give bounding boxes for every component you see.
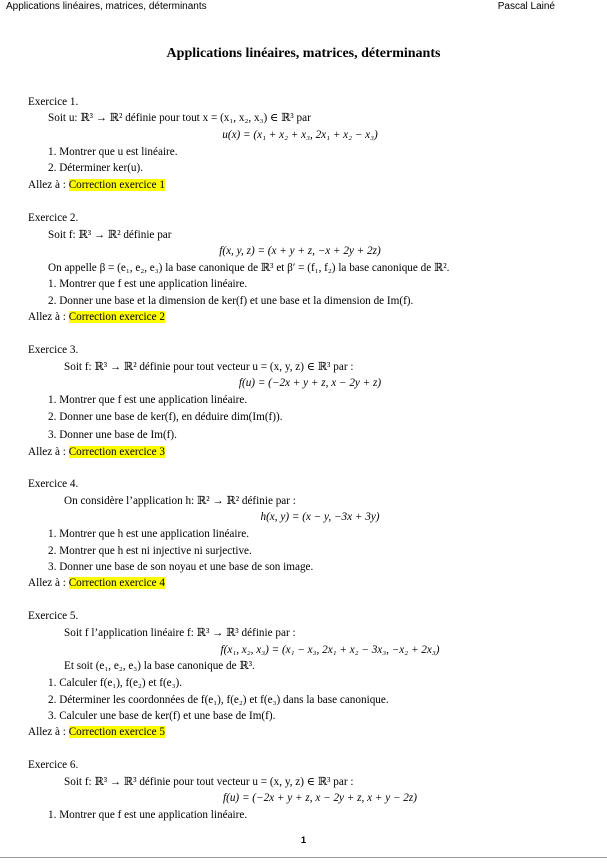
correction-link-1[interactable]: Correction exercice 1	[68, 179, 165, 191]
page-header	[0, 0, 607, 16]
exercise-3-question-2: 2. Donner une base de ker(f), en déduire dim(Im(f)).	[48, 411, 283, 423]
exercise-3-question-1: 1. Montrer que f est une application linéaire.	[48, 394, 248, 406]
correction-link-4[interactable]: Correction exercice 4	[68, 577, 165, 589]
exercise-4-question-1: 1. Montrer que h est une application linéaire.	[48, 528, 249, 540]
exercise-5-heading: Exercice 5.	[28, 610, 79, 622]
goto-label: Allez à :	[28, 179, 69, 191]
exercise-4-question-3: 3. Donner une base de son noyau et une base de son image.	[48, 561, 314, 573]
exercise-1-heading: Exercice 1.	[28, 96, 79, 108]
goto-label: Allez à :	[28, 577, 69, 589]
exercise-5-question-1: 1. Calculer f(e₁), f(e₂) et f(e₃).	[48, 677, 183, 689]
exercise-2-goto	[28, 311, 165, 324]
header-author: Pascal Lainé	[497, 1, 555, 12]
header-title: Applications linéaires, matrices, déterminants	[6, 1, 207, 12]
exercise-5-basis-note: Et soit (e₁, e₂, e₃) la base canonique de ℝ³.	[64, 660, 255, 672]
exercise-4-question-2: 2. Montrer que h est ni injective ni surjective.	[48, 545, 252, 557]
exercise-3-equation: f(u) = (−2x + y + z, x − 2y + z)	[238, 377, 382, 389]
document-title: Applications linéaires, matrices, déterminants	[166, 46, 441, 61]
exercise-1-question-1: 1. Montrer que u est linéaire.	[48, 146, 178, 158]
exercise-6-equation: f(u) = (−2x + y + z, x − 2y + z, x + y − 2z)	[223, 792, 417, 804]
exercise-2-question-2: 2. Donner une base et la dimension de ker(f) et une base et la dimension de Im(f).	[48, 295, 414, 307]
exercise-5-goto	[28, 726, 165, 739]
page-bottom-divider	[0, 857, 607, 858]
goto-label: Allez à :	[28, 446, 69, 458]
exercise-3-heading: Exercice 3.	[28, 344, 79, 356]
exercise-4-statement: On considère l’application h: ℝ² → ℝ² définie par :	[64, 495, 296, 507]
goto-label: Allez à :	[28, 726, 69, 738]
exercise-2-equation: f(x, y, z) = (x + y + z, −x + 2y + 2z)	[219, 245, 381, 257]
exercise-4-heading: Exercice 4.	[28, 478, 79, 490]
exercise-1-statement: Soit u: ℝ³ → ℝ² définie pour tout x = (x₁, x₂, x₃) ∈ ℝ³ par	[48, 112, 311, 124]
exercise-2-heading: Exercice 2.	[28, 212, 79, 224]
exercise-3-goto	[28, 446, 165, 459]
correction-link-2[interactable]: Correction exercice 2	[68, 311, 165, 323]
exercise-2-statement: Soit f: ℝ³ → ℝ² définie par	[48, 229, 172, 241]
correction-link-3[interactable]: Correction exercice 3	[68, 446, 165, 458]
exercise-3-question-3: 3. Donner une base de Im(f).	[48, 429, 177, 441]
exercise-6-question-1: 1. Montrer que f est une application linéaire.	[48, 809, 248, 821]
exercise-5-question-2: 2. Déterminer les coordonnées de f(e₁), f(e₂) et f(e₃) dans la base canonique.	[48, 694, 389, 706]
exercise-2-basis-note: On appelle β = (e₁, e₂, e₃) la base canonique de ℝ³ et β′ = (f₁, f₂) la base canonique de ℝ².	[48, 262, 450, 274]
exercise-5-statement: Soit f l’application linéaire f: ℝ³ → ℝ³ définie par :	[64, 627, 296, 639]
exercise-4-equation: h(x, y) = (x − y, −3x + 3y)	[260, 511, 380, 523]
exercise-2-question-1: 1. Montrer que f est une application linéaire.	[48, 278, 248, 290]
exercise-1-goto	[28, 179, 165, 192]
exercise-1-question-2: 2. Déterminer ker(u).	[48, 162, 144, 174]
correction-link-5[interactable]: Correction exercice 5	[68, 726, 165, 738]
exercise-4-goto	[28, 577, 165, 590]
goto-label: Allez à :	[28, 311, 69, 323]
exercise-6-statement: Soit f: ℝ³ → ℝ³ définie pour tout vecteur u = (x, y, z) ∈ ℝ³ par :	[64, 776, 354, 788]
exercise-5-question-3: 3. Calculer une base de ker(f) et une base de Im(f).	[48, 710, 276, 722]
exercise-5-equation: f(x₁, x₂, x₃) = (x₁ − x₃, 2x₁ + x₂ − 3x₃, −x₂ + 2x₃)	[220, 644, 440, 656]
exercise-6-heading: Exercice 6.	[28, 759, 79, 771]
page-number: 1	[300, 835, 307, 846]
exercise-1-equation: u(x) = (x₁ + x₂ + x₃, 2x₁ + x₂ − x₃)	[222, 129, 378, 141]
exercise-3-statement: Soit f: ℝ³ → ℝ² définie pour tout vecteur u = (x, y, z) ∈ ℝ³ par :	[64, 361, 354, 373]
